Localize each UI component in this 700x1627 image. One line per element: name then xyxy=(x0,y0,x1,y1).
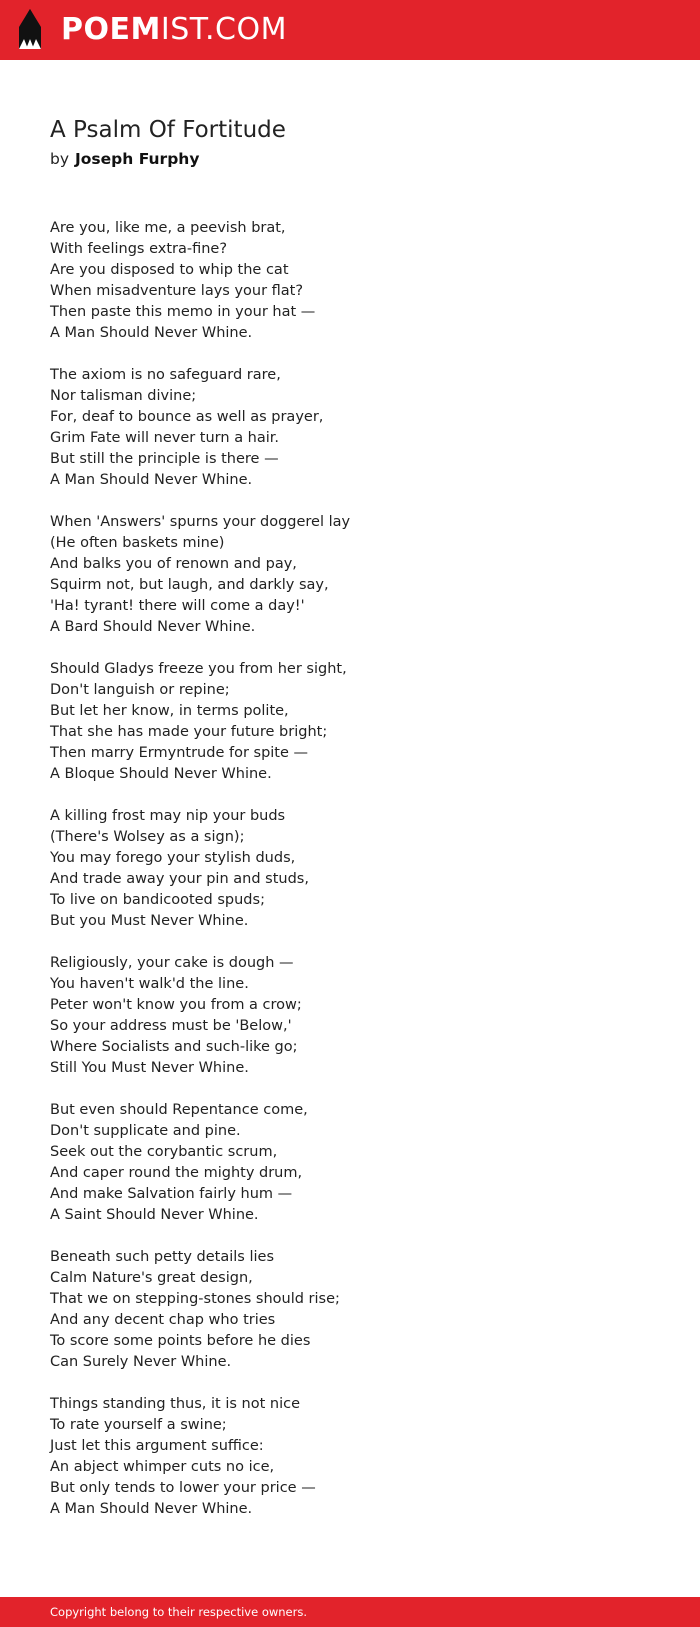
poem-line: Can Surely Never Whine. xyxy=(50,1354,232,1370)
poem-line: But let her know, in terms polite, xyxy=(50,703,289,719)
poem-line: Calm Nature's great design, xyxy=(50,1270,253,1286)
poem-line: A Man Should Never Whine. xyxy=(50,325,253,341)
poem-line: But still the principle is there — xyxy=(50,451,279,467)
poem-line: Seek out the corybantic scrum, xyxy=(50,1144,278,1160)
poem-line: And caper round the mighty drum, xyxy=(50,1165,303,1181)
poem-line: Are you, like me, a peevish brat, xyxy=(50,220,286,236)
poem-stanza xyxy=(50,806,350,932)
poem-stanza xyxy=(50,659,350,785)
poem-line: Should Gladys freeze you from her sight, xyxy=(50,661,347,677)
poem-stanza xyxy=(50,1100,350,1226)
poem-line: When 'Answers' spurns your doggerel lay xyxy=(50,514,351,530)
poem-title: A Psalm Of Fortitude xyxy=(50,117,286,143)
poem-line: With feelings extra-fine? xyxy=(50,241,228,257)
poem-stanza xyxy=(50,512,350,638)
poem-byline xyxy=(50,148,199,170)
poem-line: Nor talisman divine; xyxy=(50,388,197,404)
poem-line: (He often baskets mine) xyxy=(50,535,225,551)
copyright-text: Copyright belong to their respective owners. xyxy=(50,1605,308,1619)
site-logo-link[interactable] xyxy=(17,9,287,51)
poem-line: Just let this argument suffice: xyxy=(50,1438,264,1454)
poem-line: An abject whimper cuts no ice, xyxy=(50,1459,275,1475)
poem-line: Are you disposed to whip the cat xyxy=(50,262,289,278)
poem-line: Peter won't know you from a crow; xyxy=(50,997,302,1013)
poem-line: But only tends to lower your price — xyxy=(50,1480,316,1496)
poem-line: You haven't walk'd the line. xyxy=(50,976,249,992)
brand-light-text: IST.COM xyxy=(160,12,287,47)
poem-line: Squirm not, but laugh, and darkly say, xyxy=(50,577,329,593)
poem-line: But even should Repentance come, xyxy=(50,1102,308,1118)
poem-line: 'Ha! tyrant! there will come a day!' xyxy=(50,598,305,614)
brand-bold-text: POEM xyxy=(61,12,161,47)
poem-line: And any decent chap who tries xyxy=(50,1312,276,1328)
poem-stanza xyxy=(50,1394,350,1520)
poem-stanza xyxy=(50,953,350,1079)
poem-line: To live on bandicooted spuds; xyxy=(50,892,265,908)
author-name: Joseph Furphy xyxy=(75,150,200,168)
site-brand-name xyxy=(61,12,287,47)
poem-line: Beneath such petty details lies xyxy=(50,1249,274,1265)
site-footer xyxy=(0,1597,700,1627)
poem-line: Things standing thus, it is not nice xyxy=(50,1396,301,1412)
poem-stanza xyxy=(50,365,350,491)
poem-line: A Man Should Never Whine. xyxy=(50,1501,253,1517)
poem-line: A Bard Should Never Whine. xyxy=(50,619,256,635)
poem-line: And make Salvation fairly hum — xyxy=(50,1186,293,1202)
poem-line: And trade away your pin and studs, xyxy=(50,871,309,887)
poem-line: But you Must Never Whine. xyxy=(50,913,249,929)
poem-line: Religiously, your cake is dough — xyxy=(50,955,294,971)
poem-line: And balks you of renown and pay, xyxy=(50,556,297,572)
by-label: by xyxy=(50,150,70,168)
poem-line: For, deaf to bounce as well as prayer, xyxy=(50,409,324,425)
poem-body xyxy=(50,218,350,1541)
poem-line: Still You Must Never Whine. xyxy=(50,1060,249,1076)
poem-line: To rate yourself a swine; xyxy=(50,1417,227,1433)
poem-line: You may forego your stylish duds, xyxy=(50,850,296,866)
poem-stanza xyxy=(50,218,350,344)
pencil-logo-icon xyxy=(17,9,43,51)
poem-stanza xyxy=(50,1247,350,1373)
poem-line: The axiom is no safeguard rare, xyxy=(50,367,281,383)
poem-line: Grim Fate will never turn a hair. xyxy=(50,430,280,446)
poem-line: When misadventure lays your flat? xyxy=(50,283,304,299)
poem-line: Don't supplicate and pine. xyxy=(50,1123,241,1139)
poem-line: (There's Wolsey as a sign); xyxy=(50,829,245,845)
poem-line: So your address must be 'Below,' xyxy=(50,1018,292,1034)
site-header xyxy=(0,0,700,60)
poem-line: To score some points before he dies xyxy=(50,1333,311,1349)
poem-line: Don't languish or repine; xyxy=(50,682,230,698)
poem-line: A Saint Should Never Whine. xyxy=(50,1207,259,1223)
poem-line: A Man Should Never Whine. xyxy=(50,472,253,488)
poem-line: Then marry Ermyntrude for spite — xyxy=(50,745,309,761)
poem-line: That we on stepping-stones should rise; xyxy=(50,1291,340,1307)
poem-line: A killing frost may nip your buds xyxy=(50,808,286,824)
poem-line: Where Socialists and such-like go; xyxy=(50,1039,298,1055)
poem-line: That she has made your future bright; xyxy=(50,724,328,740)
poem-line: A Bloque Should Never Whine. xyxy=(50,766,272,782)
poem-line: Then paste this memo in your hat — xyxy=(50,304,316,320)
